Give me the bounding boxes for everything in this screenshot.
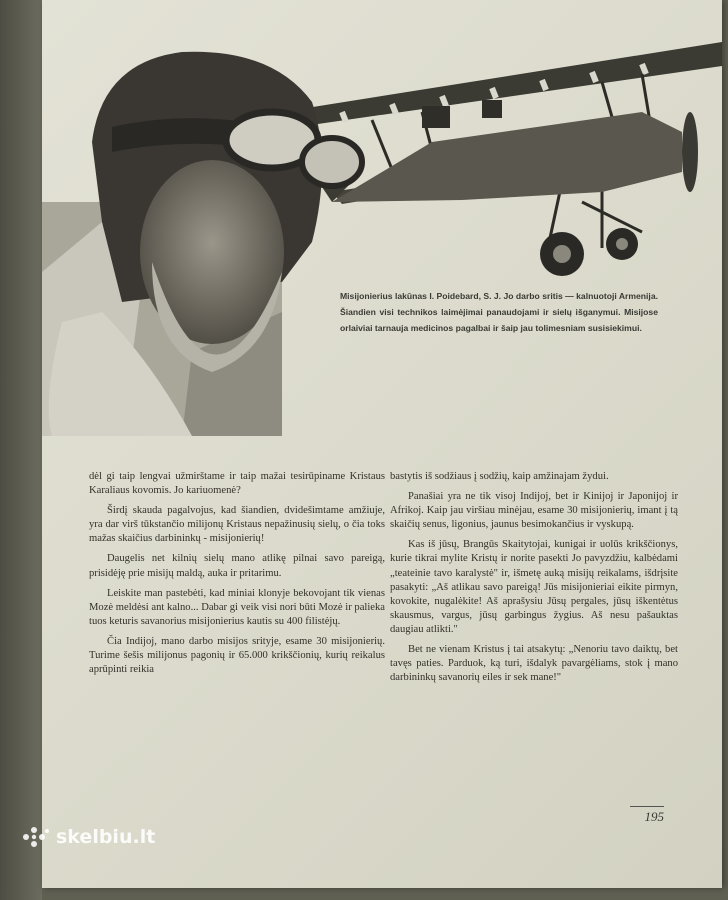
magazine-page <box>42 0 722 888</box>
photo-caption: Misijonierius lakūnas I. Poidebard, S. J. Jo darbo sritis — kalnuotoji Armenija. Šiandien visi technikos laimėjimai panaudojami ir sielų išganymui. Misijose orlaiviai tarnauja medicinos pagalbai ir šaip jau tolimesniam susisiekimui. <box>340 291 658 333</box>
right-text-column <box>390 470 678 691</box>
paragraph: Bet ne vienam Kristus į tai atsakytų: „Nenoriu tavo daiktų, bet tavęs paties. Parduok, ką turi, išdalyk pavargėliams, stok į mano darbininkų savanorių eiles ir sek mane!" <box>390 644 678 684</box>
paragraph: Daugelis net kilnių sielų mano atlikę pilnai savo pareigą, prisidėję prie misijų maldą, auka ir pritarimu. <box>89 553 385 579</box>
watermark-dots-icon <box>22 826 50 848</box>
paragraph: Leiskite man pastebėti, kad miniai klonyje bekovojant tik vienas Mozė meldėsi ant kalno... Dabar gi veik visi nori būti Mozė ir palieka tuos keturis savanorius misijonierius kautis su 400 filistėjų. <box>89 587 385 627</box>
paragraph: dėl gi taip lengvai užmirštame ir taip mažai tesirūpiname Kristaus Karaliaus kovomis. Jo kariuomenė? <box>89 471 385 497</box>
page-binding-edge <box>0 0 42 900</box>
photo-aviator-and-biplane <box>42 22 722 436</box>
paragraph: Kas iš jūsų, Brangūs Skaitytojai, kunigai ir uolūs krikščionys, kurie tikrai mylite Kristų ir norite pasekti Jo pavyzdžiu, kalbėdami „teateinie tavo karalystė" ir, išmetę auką misijų reikalams, išdrįsite pasakyti: „Aš atlikau savo pareigą! Jūs misijonieriai eikite pirmyn, kovokite, nugalėkite! Aš aprašysiu Jūsų pergales, jūsų iškentėtus skausmus, vargus, jūsų garbingus žygius. Aš nesu pašauktas daugiau atlikti." <box>390 539 678 635</box>
aviator-portrait <box>42 52 362 436</box>
paragraph: bastytis iš sodžiaus į sodžių, kaip amžinajam žydui. <box>390 471 609 482</box>
watermark <box>22 826 155 848</box>
paragraph: Širdį skauda pagalvojus, kad šiandien, dvidešimtame amžiuje, yra dar virš tūkstančio milijonų Kristaus nepažinusių sielų, o čia toks mažas skaičius darbininkų - misijonierių! <box>89 505 385 545</box>
paragraph: Panašiai yra ne tik visoj Indijoj, bet ir Kinijoj ir Japonijoj ir Afrikoj. Kaip jau viršiau minėjau, esame 30 misijonierių, imant į tą skaičių senus, ligonius, jaunus besimokančius ir vyskupą. <box>390 491 678 531</box>
paragraph: Čia Indijoj, mano darbo misijos srityje, esame 30 misijonierių. Turime šešis milijonus pagonių ir 65.000 krikščionių, kurių reikalus aprūpinti reikia <box>89 635 385 676</box>
watermark-text: skelbiu.lt <box>56 826 156 848</box>
left-text-column <box>89 470 385 683</box>
page-number: 195 <box>630 806 664 825</box>
